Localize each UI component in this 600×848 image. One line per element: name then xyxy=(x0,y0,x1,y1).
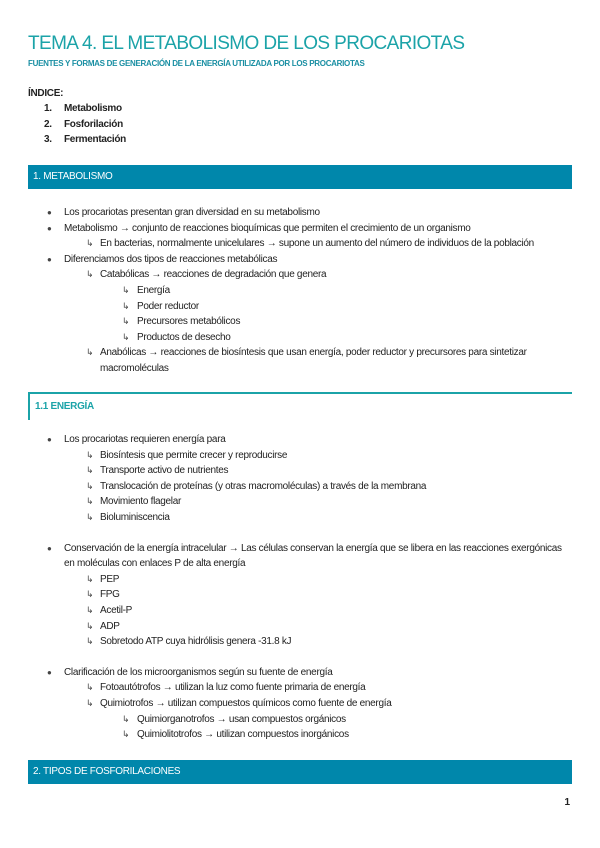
arrow-icon: ↳ xyxy=(86,697,94,708)
list-item-text: ADP xyxy=(100,620,120,632)
arrow-icon: ↳ xyxy=(122,729,130,740)
list-item-text: Sobretodo ATP cuya hidrólisis genera -31.8 kJ xyxy=(100,636,292,648)
list-item-text: Translocación de proteínas (y otras macromoléculas) a través de la membrana xyxy=(100,480,427,492)
list-item-text: Acetil-P xyxy=(100,604,133,616)
list-item-text: Anabólicas → reacciones de biosíntesis que usan energía, poder reductor y precursores para sintetizar macromoléculas xyxy=(100,347,527,374)
list-item xyxy=(0,330,572,346)
arrow-icon: ↳ xyxy=(122,316,130,327)
index-text: Metabolismo xyxy=(64,103,122,114)
index-number: 1. xyxy=(44,103,52,114)
list-item xyxy=(0,314,572,330)
section-heading-fosforilaciones: 2. TIPOS DE FOSFORILACIONES xyxy=(28,760,572,784)
arrow-icon: ↳ xyxy=(86,269,94,280)
section-metabolismo-list xyxy=(0,205,572,377)
list-item-text: Biosíntesis que permite crecer y reproducirse xyxy=(100,449,288,461)
list-item xyxy=(0,665,572,681)
list-item xyxy=(0,712,572,728)
index-item xyxy=(44,119,126,135)
list-item xyxy=(0,510,572,526)
list-item xyxy=(0,619,572,635)
list-item xyxy=(0,696,572,712)
spacer xyxy=(0,526,572,541)
spacer xyxy=(0,650,572,665)
index-item xyxy=(44,134,126,150)
list-item-text: Energía xyxy=(137,284,170,296)
list-item xyxy=(0,572,572,588)
section-heading-metabolismo: 1. METABOLISMO xyxy=(28,165,572,189)
index-number: 3. xyxy=(44,134,52,145)
list-item xyxy=(0,463,572,479)
list-item-text: FPG xyxy=(100,589,120,601)
list-item-text: Productos de desecho xyxy=(137,331,231,343)
list-item xyxy=(0,479,572,495)
arrow-icon: ↳ xyxy=(122,284,130,295)
index-number: 2. xyxy=(44,118,52,130)
list-item-text: Metabolismo → conjunto de reacciones bioquímicas que permiten el crecimiento de un organismo xyxy=(64,222,471,234)
list-item-text: Quimiorganotrofos → usan compuestos orgánicos xyxy=(137,713,346,725)
arrow-icon: ↳ xyxy=(122,331,130,342)
arrow-icon: ↳ xyxy=(86,682,94,693)
arrow-icon: ↳ xyxy=(86,496,94,507)
list-item-text: Fotoautótrofos → utilizan la luz como fuente primaria de energía xyxy=(100,682,366,694)
list-item xyxy=(0,634,572,650)
bullet-icon: ● xyxy=(47,435,52,444)
list-item xyxy=(0,345,572,376)
bullet-icon: ● xyxy=(47,667,52,677)
list-item-text: Los procariotas presentan gran diversidad en su metabolismo xyxy=(64,207,320,218)
index-label: ÍNDICE: xyxy=(28,88,64,99)
list-item-text: Quimiotrofos → utilizan compuestos químicos como fuente de energía xyxy=(100,697,392,709)
list-item-text: Conservación de la energía intracelular → Las células conservan la energía que se libera en las reacciones exergónicas en moléculas con enlaces P de alta energía xyxy=(64,542,562,570)
list-item-text: Diferenciamos dos tipos de reacciones metabólicas xyxy=(64,253,278,265)
bullet-icon: ● xyxy=(47,254,52,264)
list-item xyxy=(0,205,572,221)
list-item xyxy=(0,432,572,448)
section-heading-energia: 1.1 ENERGÍA xyxy=(28,392,572,420)
index-item xyxy=(44,103,126,119)
list-item xyxy=(0,727,572,743)
index-list xyxy=(44,103,126,150)
index-text: Fosforilación xyxy=(64,118,123,130)
list-item xyxy=(0,236,572,252)
list-item xyxy=(0,221,572,237)
arrow-icon: ↳ xyxy=(86,573,94,584)
list-item-text: Precursores metabólicos xyxy=(137,316,241,328)
list-item-text: En bacterias, normalmente unicelulares → supone un aumento del número de individuos de la población xyxy=(100,238,534,250)
arrow-icon: ↳ xyxy=(86,636,94,647)
list-item xyxy=(0,252,572,268)
arrow-icon: ↳ xyxy=(86,620,94,631)
list-item-text: Quimiolitotrofos → utilizan compuestos inorgánicos xyxy=(137,729,349,741)
list-item-text: Movimiento flagelar xyxy=(100,496,182,508)
list-item-text: Clarificación de los microorganismos según su fuente de energía xyxy=(64,666,333,678)
document-subtitle: FUENTES Y FORMAS DE GENERACIÓN DE LA ENERGÍA UTILIZADA POR LOS PROCARIOTAS xyxy=(28,59,365,68)
arrow-icon: ↳ xyxy=(122,300,130,311)
arrow-icon: ↳ xyxy=(86,604,94,615)
list-item-text: Transporte activo de nutrientes xyxy=(100,465,229,477)
list-item-text: Bioluminiscencia xyxy=(100,511,170,523)
arrow-icon: ↳ xyxy=(86,347,94,358)
page-number: 1 xyxy=(564,797,570,808)
list-item xyxy=(0,680,572,696)
list-item-text: PEP xyxy=(100,573,120,585)
bullet-icon: ● xyxy=(47,223,52,233)
arrow-icon: ↳ xyxy=(86,449,94,460)
list-item xyxy=(0,283,572,299)
list-item-text: Catabólicas → reacciones de degradación que genera xyxy=(100,269,327,281)
list-item-text: Poder reductor xyxy=(137,300,199,312)
section-energia-list xyxy=(0,432,572,743)
list-item xyxy=(0,603,572,619)
list-item xyxy=(0,494,572,510)
list-item xyxy=(0,299,572,315)
index-text: Fermentación xyxy=(64,134,126,145)
arrow-icon: ↳ xyxy=(86,238,94,249)
arrow-icon: ↳ xyxy=(86,480,94,491)
document-title: TEMA 4. EL METABOLISMO DE LOS PROCARIOTAS xyxy=(28,33,465,54)
list-item xyxy=(0,267,572,283)
bullet-icon: ● xyxy=(47,543,52,553)
arrow-icon: ↳ xyxy=(86,511,94,522)
list-item xyxy=(0,541,572,572)
arrow-icon: ↳ xyxy=(86,465,94,476)
list-item xyxy=(0,587,572,603)
bullet-icon: ● xyxy=(47,208,52,217)
list-item xyxy=(0,448,572,464)
arrow-icon: ↳ xyxy=(122,713,130,724)
arrow-icon: ↳ xyxy=(86,589,94,600)
list-item-text: Los procariotas requieren energía para xyxy=(64,434,226,445)
